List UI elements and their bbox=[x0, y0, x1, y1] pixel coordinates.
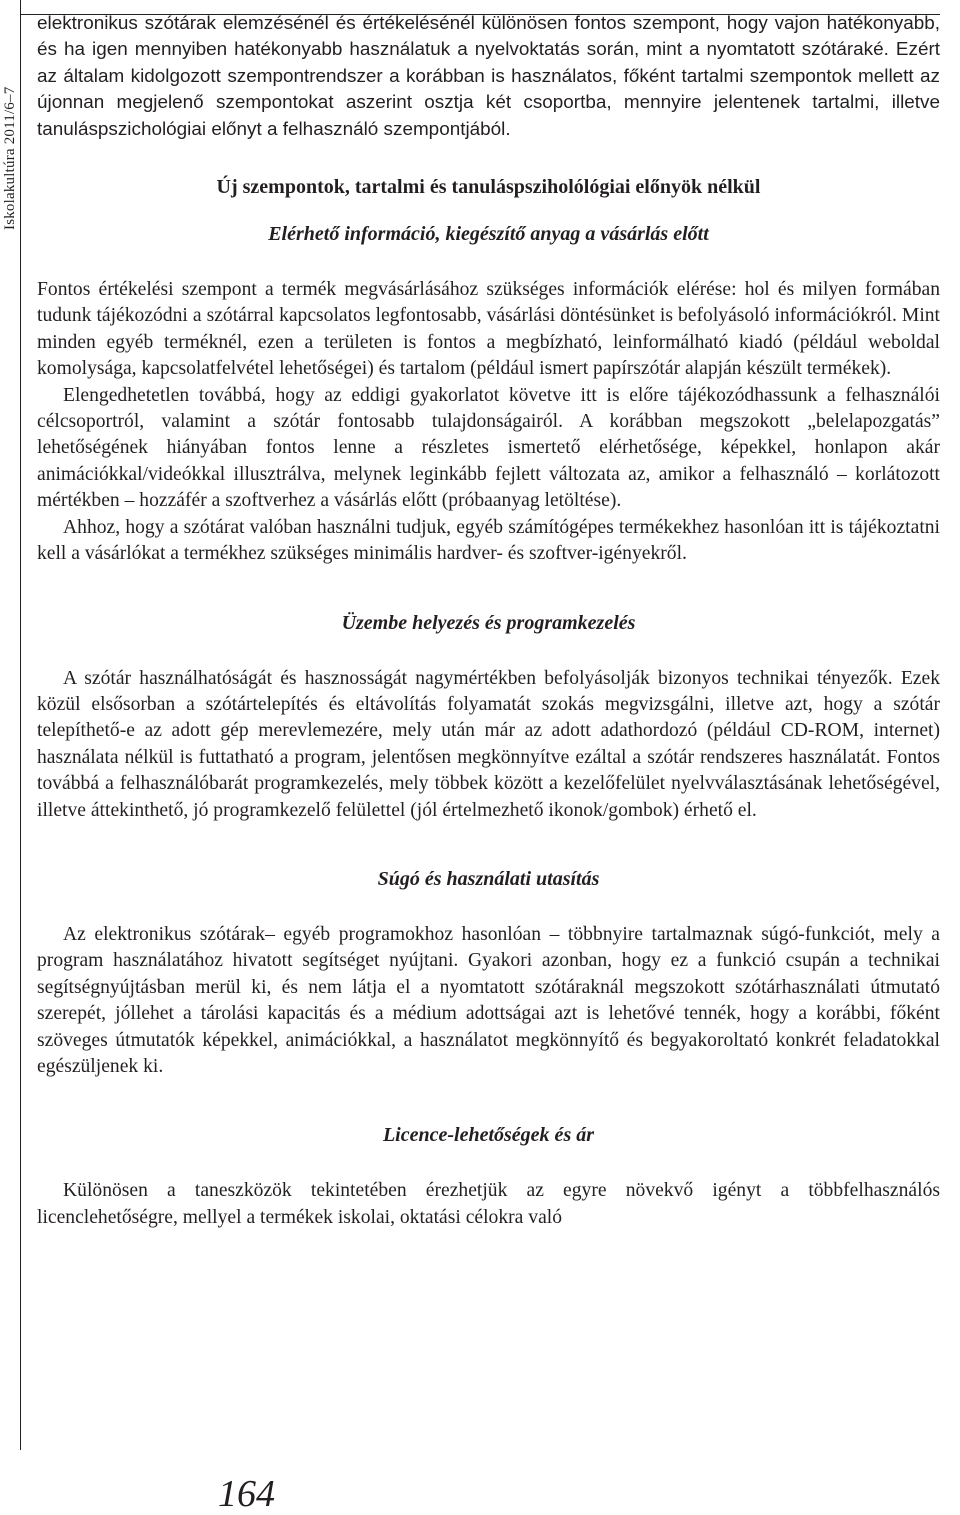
body-paragraph: Különösen a taneszközök tekintetében érezhetjük az egyre növekvő igényt a többfelhasználós licenclehetőségre, mellyel a termékek iskolai, oktatási célokra való bbox=[37, 1180, 940, 1228]
subsection-title: Licence-lehetőségek és ár bbox=[382, 1124, 595, 1147]
body-paragraph: A szótár használhatóságát és hasznosságát nagymértékben befolyásolják bizonyos technikai tényezők. Ezek közül elsősorban a szótártelepítés és eltávolítás folyamatát szokás megvizsgálni, illetve azt, hogy a szótár telepíthető-e az adott gép merevlemezére, mely után már az adott adathordozó (például CD-ROM, internet) használata nélkül is futtatható a program, jelentősen megkönnyítve ezáltal a szótár rendszeres használatát. Fontos továbbá a felhasználóbarát programkezelés, mely többek között a kezelőfelület nyelvválasztásának lehetőségével, illetve áttekinthető, jó programkezelő felülettel (jól értelmezhető ikonok/gombok) érhető el. bbox=[37, 667, 940, 821]
page-number: 164 bbox=[218, 1473, 275, 1515]
journal-issue-label: Iskolakultúra 2011/6–7 bbox=[2, 86, 18, 230]
body-paragraph: Ahhoz, hogy a szótárat valóban használni tudjuk, egyéb számítógépes termékekhez hasonlóan itt is tájékoztatni kell a vásárlókat a termékhez szükséges minimális hardver- és szoftver-igényekről. bbox=[37, 516, 940, 565]
journal-side-label bbox=[0, 0, 22, 1513]
body-paragraph: Fontos értékelési szempont a termék megvásárlásához szükséges információk elérése: hol és milyen formában tudunk tájékozódni a szótárral kapcsolatos legfontosabb, vásárlási döntésünket is befolyásoló információkról. Mint minden egyéb terméknél, ezen a területen is fontos a megbízható, leinformálható kiadó (például weboldal komolysága, kapcsolatfelvétel lehetőségei) és tartalom (például ismert papírszótár alapján készült termékek). bbox=[37, 279, 940, 380]
subsection-title: Elérhető információ, kiegészítő anyag a vásárlás előtt bbox=[268, 223, 709, 246]
body-paragraph: Elengedhetetlen továbbá, hogy az eddigi gyakorlatot követve itt is előre tájékozódhassunk a felhasználói célcsoportról, valamint a szótár fontosabb tulajdonságairól. A korábban megszokott „belelapozgatás” lehetőségének hiányában fontos lenne a részletes ismertető elérhetősége, képekkel, honlapon akár animációkkal/videókkal illusztrálva, melynek leginkább fejlett változata az, amikor a felhasználó – korlátozott mértékben – hozzáfér a szoftverhez a vásárlás előtt (próbaanyag letöltése). bbox=[37, 384, 940, 512]
vertical-margin-rule bbox=[20, 0, 21, 1450]
intro-paragraph: elektronikus szótárak elemzésénél és értékelésénél különösen fontos szempont, hogy vajon hatékonyabb, és ha igen mennyiben hatékonyabb használatuk a nyelvoktatás során, mint a nyomtatott szótáraké. Ezért az általam kidolgozott szempontrendszer a korábban is használatos, főként tartalmi szempontok mellett az újonnan megjelenő szempontokat aszerint osztja két csoportba, mennyire jelentenek tartalmi, illetve tanuláspszichológiai előnyt a felhasználó szempontjából. bbox=[37, 13, 940, 140]
page-content bbox=[37, 11, 940, 1231]
section-heading: Új szempontok, tartalmi és tanuláspsziholólógiai előnyök nélkül bbox=[216, 176, 761, 199]
body-paragraph: Az elektronikus szótárak– egyéb programokhoz hasonlóan – többnyire tartalmaznak súgó-funkciót, mely a program használatához hivatott segítséget nyújtani. Gyakori azonban, hogy ez a funkció csupán a technikai segítségnyújtásban merül ki, és nem látja el a nyomtatott szótáraknál megszokott szótárhasználati útmutató szerepét, jóllehet a tárolási kapacitás és a médium adottságai azt is lehetővé tennék, hogy a korábbi, főként szöveges útmutatók képekkel, animációkkal, a használatot megkönnyítő és begyakoroltató konkrét feladatokkal egészüljenek ki. bbox=[37, 923, 940, 1077]
subsection-title: Üzembe helyezés és programkezelés bbox=[341, 611, 636, 634]
subsection-title: Súgó és használati utasítás bbox=[377, 867, 600, 890]
